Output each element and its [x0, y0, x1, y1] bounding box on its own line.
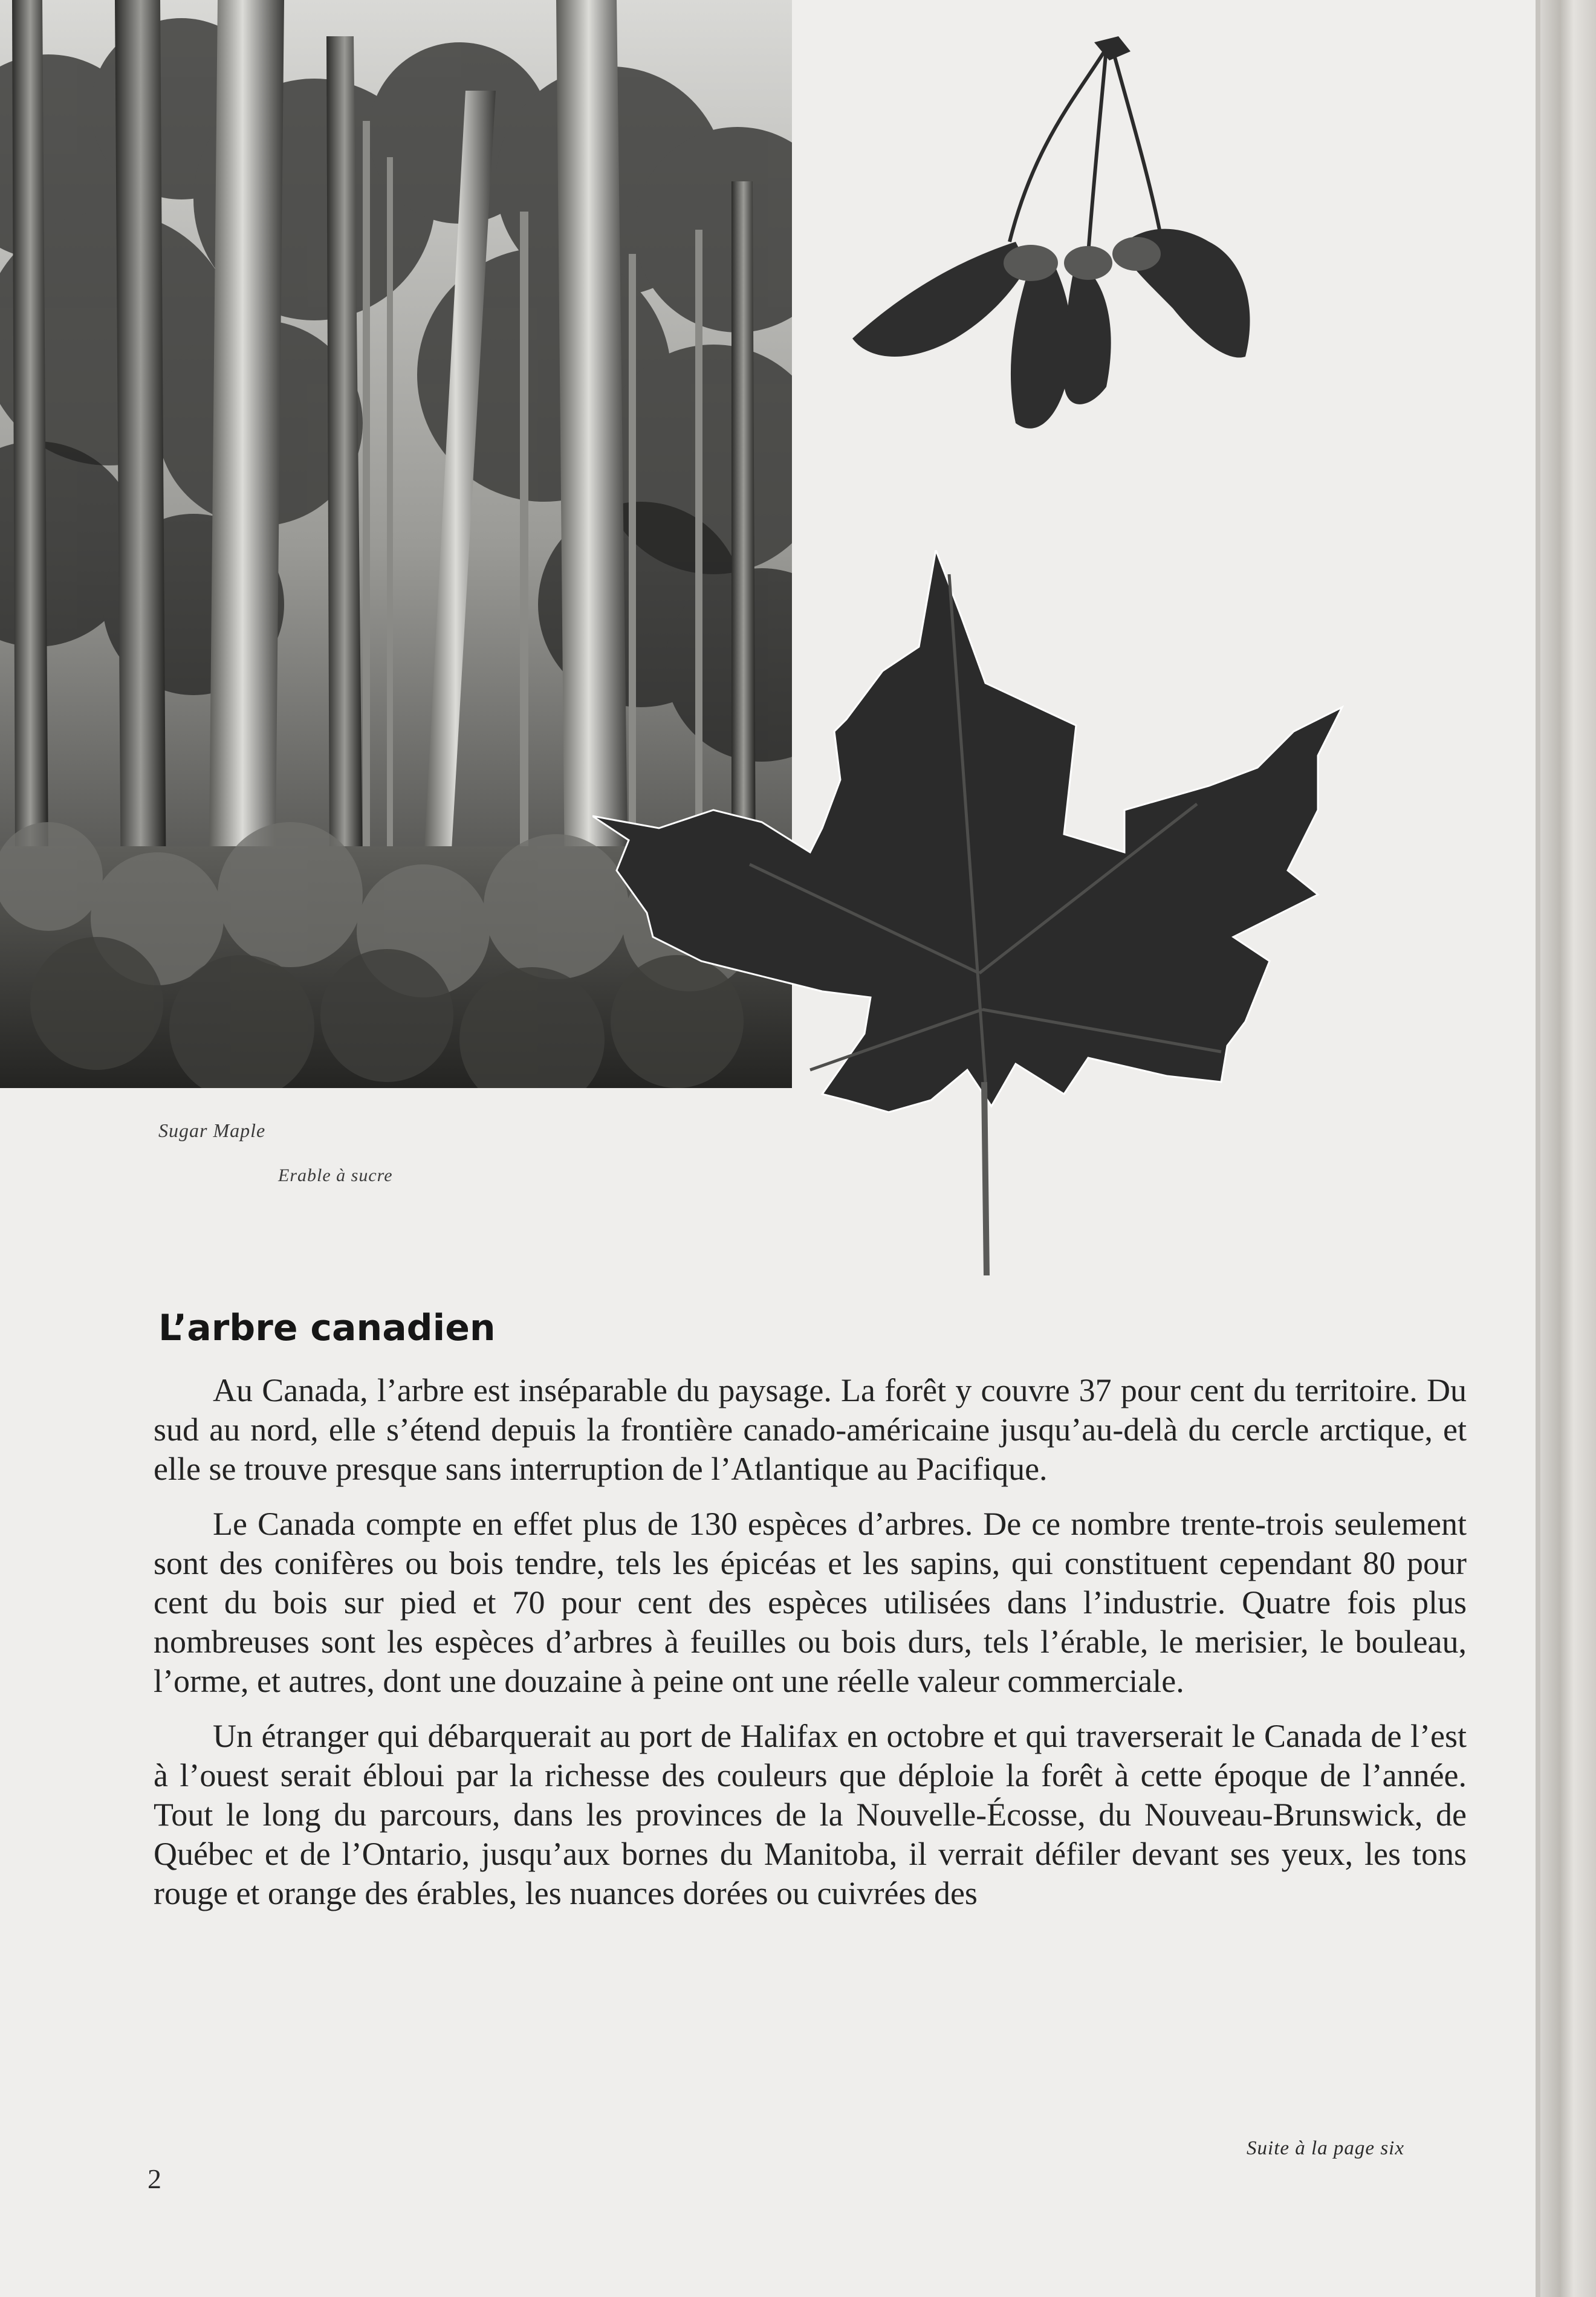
article-title: L’arbre canadien — [158, 1307, 496, 1349]
page-number: 2 — [148, 2163, 161, 2194]
caption-english: Sugar Maple — [158, 1119, 266, 1141]
maple-leaf-illustration — [592, 550, 1354, 1275]
continuation-note: Suite à la page six — [1247, 2137, 1404, 2159]
article-paragraph: Au Canada, l’arbre est inséparable du paysage. La forêt y couvre 37 pour cent du territoire. Du sud au nord, elle s’étend depuis la frontière canado-américaine jusqu’au-delà du cercle arctique, et elle se trouve presque sans interruption de l’Atlantique au Pacifique. — [154, 1372, 1467, 1487]
maple-seeds-illustration — [834, 24, 1270, 447]
maple-leaf-icon — [592, 550, 1354, 1275]
caption-french: Erable à sucre — [278, 1165, 393, 1185]
maple-seed-pair-icon — [834, 24, 1270, 447]
binding-spine — [1540, 0, 1596, 2297]
article-paragraph: Le Canada compte en effet plus de 130 espèces d’arbres. De ce nombre trente-trois seulement sont des conifères ou bois tendre, tels les épicéas et les sapins, qui constituent cependant 80 pour cent du bois sur pied et 70 pour cent des espèces utilisées dans l’industrie. Quatre fois plus nombreuses sont les espèces d’arbres à feuilles ou bois durs, tels l’érable, le merisier, le bouleau, l’orme, et autres, dont une douzaine à peine ont une réelle valeur commerciale. — [154, 1506, 1467, 1699]
article-paragraph: Un étranger qui débarquerait au port de Halifax en octobre et qui traverserait le Canada de l’est à l’ouest serait ébloui par la richesse des couleurs que déploie la forêt à cette époque de l’année. Tout le long du parcours, dans les provinces de la Nouvelle-Écosse, du Nouveau-Brunswick, de Québec et de l’Ontario, jusqu’aux bornes du Manitoba, il verrait défiler devant ses yeux, les tons rouge et orange des érables, les nuances dorées ou cuivrées des — [154, 1718, 1467, 1911]
article-body — [154, 1371, 1467, 1929]
